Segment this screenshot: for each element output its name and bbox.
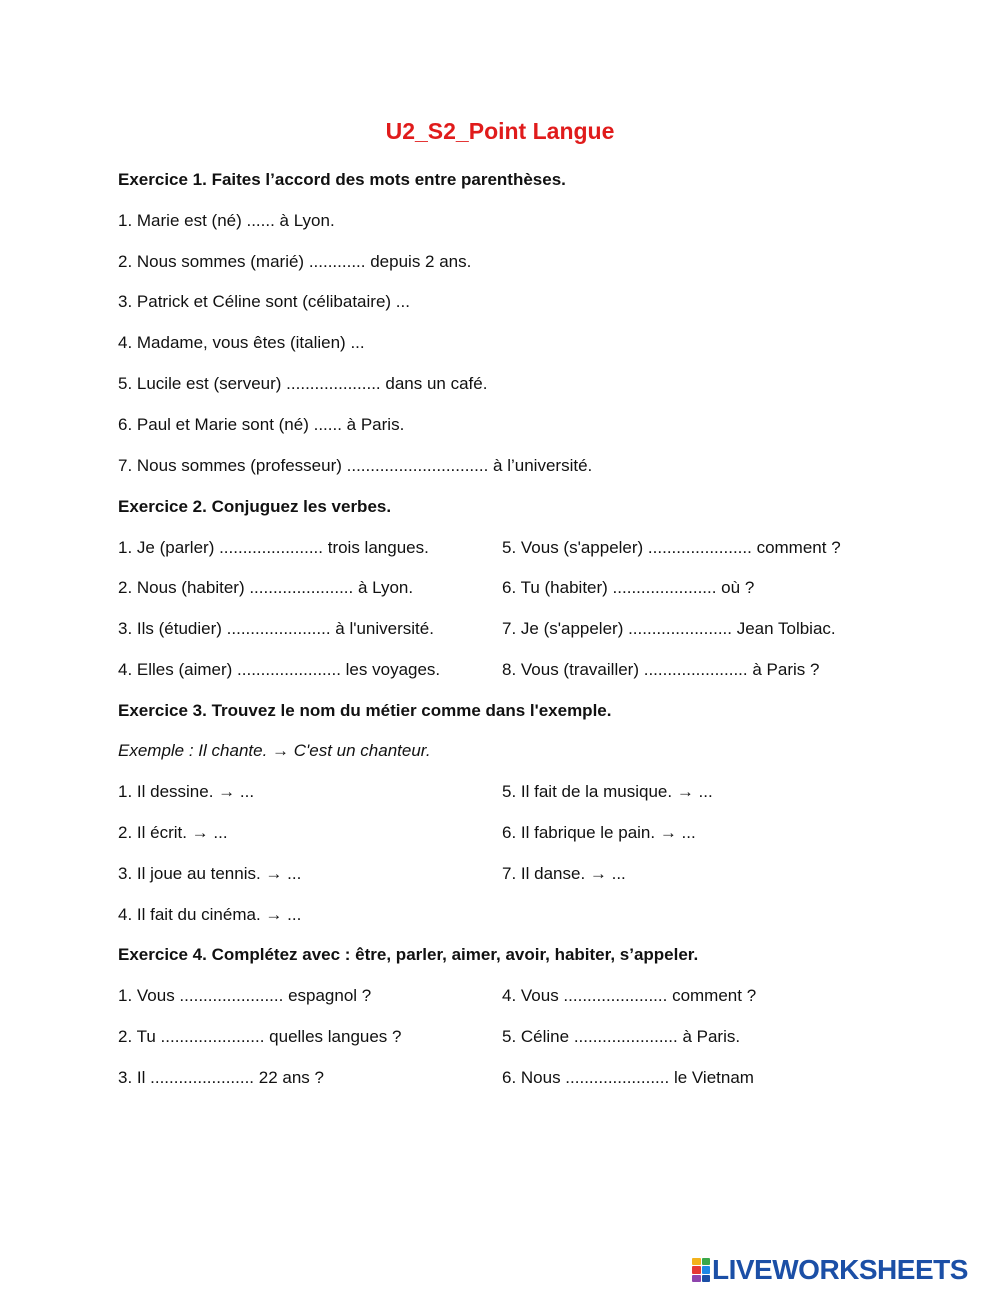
exercise-3-heading: Exercice 3. Trouvez le nom du métier comme dans l'exemple. [118,701,612,720]
exercise-4-item: 6. Nous ...................... le Vietnam [502,1068,754,1087]
exercise-4-item: 5. Céline ...................... à Paris. [502,1027,741,1046]
exercise-2-item: 7. Je (s'appeler) ...................... Jean Tolbiac. [502,619,836,638]
logo-text: LIVEWORKSHEETS [712,1254,968,1285]
exercise-3-item: 1. Il dessine. → ... [118,782,255,801]
exercise-3-item: 5. Il fait de la musique. → ... [502,782,713,801]
logo-mark-icon [692,1258,710,1282]
exercise-2-item: 3. Ils (étudier) ...................... à l'université. [118,619,434,638]
page-title: U2_S2_Point Langue [385,118,615,144]
exercise-4-item: 3. Il ...................... 22 ans ? [118,1068,324,1087]
exercise-3-item: 3. Il joue au tennis. → ... [118,864,302,883]
exercise-2-heading: Exercice 2. Conjuguez les verbes. [118,497,392,516]
exercise-4-item: 4. Vous ...................... comment ? [502,986,757,1005]
logo-square [702,1258,711,1265]
exercise-3-item: 4. Il fait du cinéma. → ... [118,905,302,924]
logo-square [692,1275,701,1282]
exercise-4-heading: Exercice 4. Complétez avec : être, parler, aimer, avoir, habiter, s’appeler. [118,945,699,964]
exercise-1-item: 2. Nous sommes (marié) ............ depuis 2 ans. [118,252,472,271]
exercise-3-example: Exemple : Il chante. → C'est un chanteur. [118,741,431,760]
exercise-3-item: 7. Il danse. → ... [502,864,626,883]
exercise-2-item: 2. Nous (habiter) ...................... à Lyon. [118,578,414,597]
exercise-2-item: 5. Vous (s'appeler) ...................... comment ? [502,538,841,557]
exercise-4-item: 2. Tu ...................... quelles langues ? [118,1027,402,1046]
liveworksheets-logo[interactable] [692,1255,968,1285]
exercise-1-item: 3. Patrick et Céline sont (célibataire) ... [118,292,410,311]
exercise-1-item: 5. Lucile est (serveur) .................... dans un café. [118,374,488,393]
logo-square [702,1275,711,1282]
exercise-1-item: 4. Madame, vous êtes (italien) ... [118,333,365,352]
logo-square [702,1266,711,1273]
exercise-3-item: 6. Il fabrique le pain. → ... [502,823,696,842]
exercise-1-item: 7. Nous sommes (professeur) .............................. à l’université. [118,456,593,475]
exercise-1-item: 6. Paul et Marie sont (né) ...... à Paris. [118,415,405,434]
exercise-2-item: 8. Vous (travailler) ...................... à Paris ? [502,660,820,679]
exercise-2-item: 1. Je (parler) ...................... trois langues. [118,538,429,557]
logo-square [692,1266,701,1273]
exercise-2-item: 4. Elles (aimer) ...................... les voyages. [118,660,441,679]
logo-square [692,1258,701,1265]
exercise-4-item: 1. Vous ...................... espagnol ? [118,986,372,1005]
exercise-1-item: 1. Marie est (né) ...... à Lyon. [118,211,335,230]
exercise-2-item: 6. Tu (habiter) ...................... où ? [502,578,755,597]
exercise-1-heading: Exercice 1. Faites l’accord des mots entre parenthèses. [118,170,566,189]
exercise-3-item: 2. Il écrit. → ... [118,823,228,842]
